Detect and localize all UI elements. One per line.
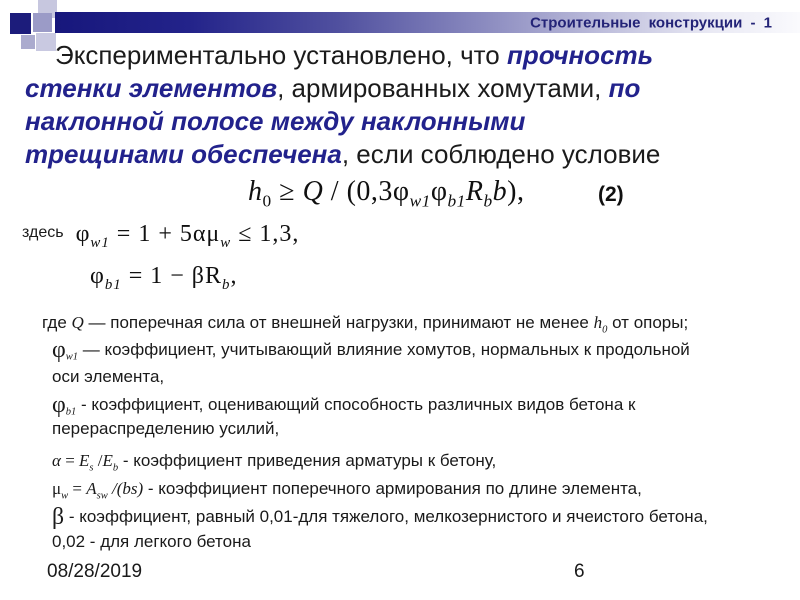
equation-phi-w1: $\varphi_{w1} = 1 + 5\alpha\mu_w \le 1,3$, bbox=[75, 221, 300, 251]
definition-line: $\alpha = E_s$ $/E_b$ - коэффициент приведения арматуры к бетону, bbox=[52, 450, 497, 473]
equation-number: (2) bbox=[598, 183, 624, 206]
header-gradient-bar bbox=[55, 12, 800, 33]
course-title: Строительные конструкции - 1 bbox=[530, 14, 772, 31]
footer-date: 08/28/2019 bbox=[47, 561, 143, 582]
equation-phi-b1: $\varphi_{b1} = 1 - \beta R_b$, bbox=[90, 263, 238, 293]
footer-page-number: 6 bbox=[574, 561, 585, 582]
definition-line: $\varphi_{w1}$ — коэффициент, учитывающий влияние хомутов, нормальных к продольной bbox=[52, 337, 690, 363]
definitions-list bbox=[42, 312, 787, 553]
definition-line: перераспределению усилий, bbox=[52, 418, 280, 438]
definition-line: β - коэффициент, равный 0,01-для тяжелого, мелкозернистого и ячеистого бетона, bbox=[52, 503, 708, 530]
definition-line: $\varphi_{b1}$ - коэффициент, оценивающий способность различных видов бетона к bbox=[52, 391, 636, 418]
intro-line: трещинами обеспечена, если соблюдено условие bbox=[25, 139, 661, 169]
equation-phi-w1-row bbox=[22, 221, 300, 251]
equation-main: $h_0 \ge Q / (0,3\varphi_{w1}\varphi_{b1}R_bb)$, bbox=[248, 176, 525, 211]
here-label: здесь bbox=[22, 224, 64, 241]
intro-line: Экспериментально установлено, что прочность bbox=[55, 40, 654, 70]
definition-line: $\mu_w = A_{sw}$ /(bs) - коэффициент поперечного армирования по длине элемента, bbox=[52, 478, 642, 501]
definition-line: где Q — поперечная сила от внешней нагрузки, принимают не менее $h_0$ от опоры; bbox=[42, 313, 689, 336]
intro-line: стенки элементов, армированных хомутами, по bbox=[25, 73, 641, 103]
intro-line: наклонной полосе между наклонными bbox=[25, 106, 526, 136]
definition-line: 0,02 - для легкого бетона bbox=[52, 532, 251, 552]
decorative-square-dark bbox=[10, 13, 31, 34]
intro-paragraph bbox=[25, 39, 777, 171]
definition-line: оси элемента, bbox=[52, 366, 165, 386]
decorative-square-mid bbox=[33, 13, 52, 32]
